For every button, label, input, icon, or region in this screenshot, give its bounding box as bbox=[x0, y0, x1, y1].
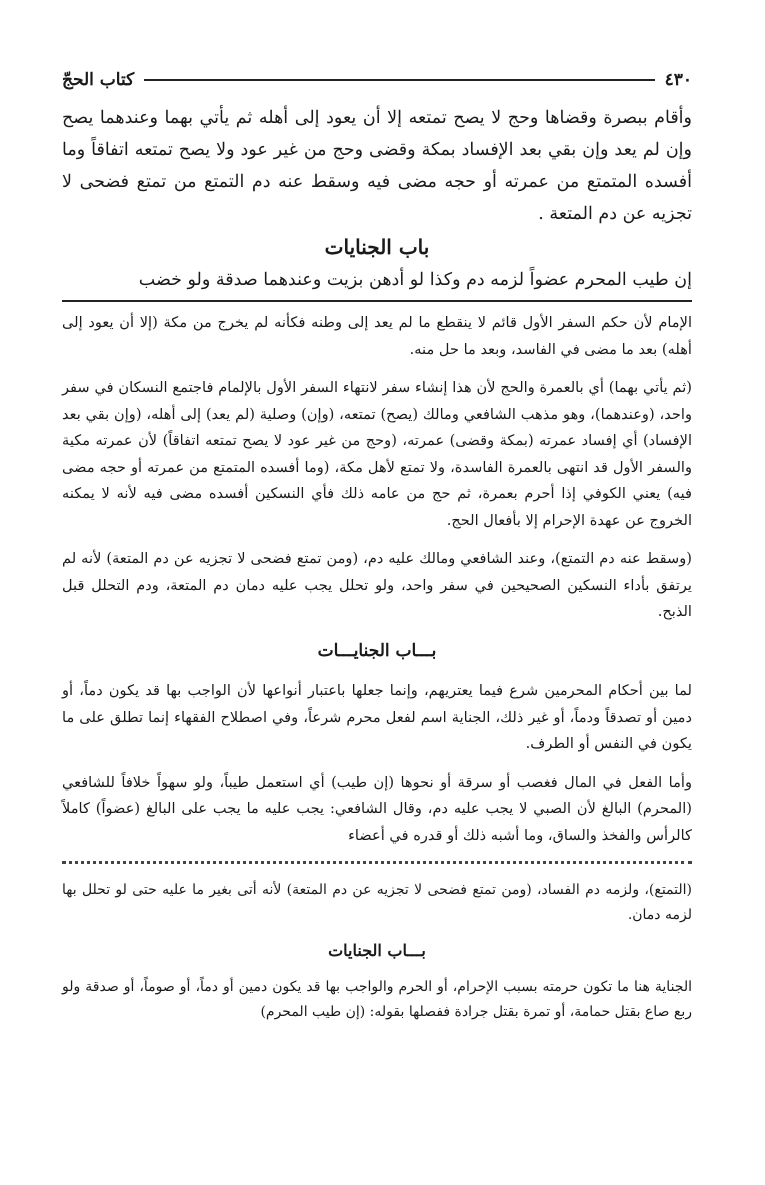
sharh-paragraph: وأما الفعل في المال فغصب أو سرقة أو نحوها (إن طيب) أي استعمل طيباً، ولو سهواً خلافاً للشافعي (المحرم) البالغ لأن الصبي لا يجب عليه دم، وقال الشافعي: يجب عليه ما يجب على البالغ (عضواً) كاملاً كالرأس والفخذ والساق، وما أشبه ذلك أو قدره في أعضاء bbox=[62, 773, 692, 844]
hashiya-chapter-heading: بـــاب الجنايات bbox=[328, 941, 426, 960]
matn-divider bbox=[62, 300, 692, 302]
sharh-paragraph: لما بين أحكام المحرمين شرع فيما يعتريهم، وإنما جعلها باعتبار أنواعها لأن الواجب بها قد يكون دماً، أو دمين أو تصدقاً ودماً، أو غير ذلك، الجناية اسم لفعل محرم شرعاً، وفي اصطلاح الفقهاء إنما تطلق على ما يكون في النفس أو الطرف. bbox=[62, 682, 692, 752]
running-header bbox=[62, 62, 692, 98]
page bbox=[62, 62, 692, 1035]
header-rule bbox=[144, 79, 654, 81]
sharh-paragraph: (ثم يأتي بهما) أي بالعمرة والحج لأن هذا إنشاء سفر لانتهاء السفر الأول بالإلمام فاجتمع النسكان في سفر واحد، (وعندهما)، وهو مذهب الشافعي ومالك (يصح) تمتعه، (وإن) وصلية (لم يعد) إلى أهله، (وإن بقي بعد الإفساد) أي إفساد عمرته (بمكة وقضى) عمرته، (وحج من غير عود لا يصح تمتعه اتفاقاً) لأن عمرته مكية والسفر الأول قد انتهى بالعمرة الفاسدة، ولا تمتع لأهل مكة، (وما أفسده المتمتع من عمرته أو حجه مضى فيه) يعني الكوفي إذا أحرم بعمرة، ثم حج من عامه ذلك فأي النسكين أفسده مضى فيه لأنه لا يمكنه الخروج عن عهدة الإحرام إلا بأفعال الحج. bbox=[62, 379, 692, 529]
sharh-section bbox=[62, 310, 692, 849]
hashiya-section bbox=[62, 878, 692, 1025]
sharh-paragraph: (وسقط عنه دم التمتع)، وعند الشافعي ومالك عليه دم، (ومن تمتع فضحى لا تجزيه عن دم المتعة) لأنه لم يرتفق بأداء النسكين الصحيحين في سفر واحد، ولو تحلل يجب عليه دمان دم المتعة، ودم التحلل قبل الذبح. bbox=[62, 550, 692, 620]
hashiya-paragraph: (التمتع)، ولزمه دم الفساد، (ومن تمتع فضحى لا تجزيه عن دم المتعة) لأنه أتى بغير ما عليه حتى لو تحلل بها لزمه دمان. bbox=[62, 882, 692, 923]
sharh-paragraph: الإمام لأن حكم السفر الأول قائم لا ينقطع ما لم يعد إلى وطنه فكأنه لم يخرج من مكة (إلا أن يعود إلى أهله) بعد ما مضى في الفاسد، وبعد ما حل منه. bbox=[62, 314, 692, 358]
matn-section bbox=[62, 102, 692, 296]
footnote-divider bbox=[62, 861, 692, 864]
sharh-chapter-heading: بـــاب الجنايـــات bbox=[317, 640, 437, 661]
matn-paragraph: وأقام ببصرة وقضاها وحج لا يصح تمتعه إلا أن يعود إلى أهله ثم يأتي بهما وعندهما يصح وإن لم يعد وإن بقي بعد الإفساد بمكة وقضى وحج من غير عود ولا يصح تمتعه اتفاقاً وما أفسده المتمتع من عمرته أو حجه مضى فيه وسقط عنه دم التمتع من تمتع فضحى لا تجزيه عن دم المتعة . bbox=[62, 108, 692, 224]
matn-chapter-heading: باب الجنايات bbox=[324, 235, 430, 259]
matn-paragraph: إن طيب المحرم عضواً لزمه دم وكذا لو أدهن بزيت وعندهما صدقة ولو خضب bbox=[138, 270, 692, 290]
hashiya-paragraph: الجناية هنا ما تكون حرمته بسبب الإحرام، أو الحرم والواجب بها قد يكون دمين أو دماً، أو صوماً، أو صدقة ولو ربع صاع بقتل حمامة، أو تمرة بقتل جرادة ففصلها بقوله: (إن طيب المحرم) bbox=[62, 979, 692, 1020]
page-number: ٤٣٠ bbox=[664, 70, 692, 90]
book-title: كتاب الحجّ bbox=[62, 70, 135, 90]
